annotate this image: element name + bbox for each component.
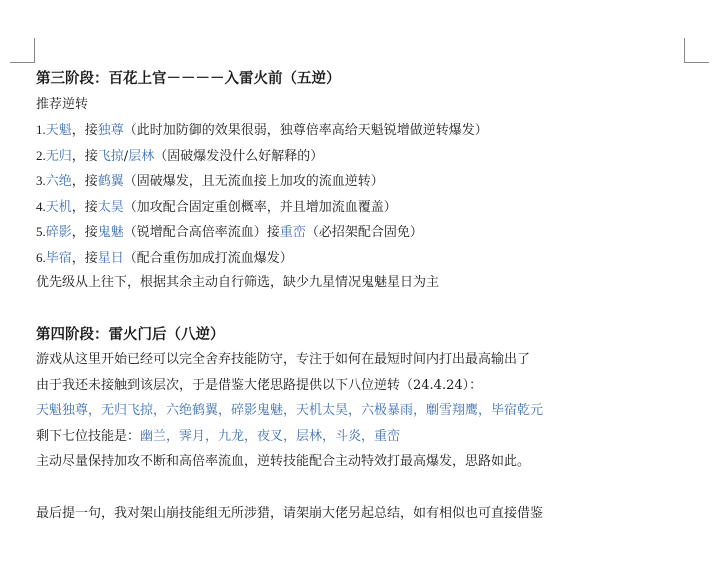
list-item: 4.天机，接太昊（加攻配合固定重创概率，并且增加流血覆盖） bbox=[36, 198, 397, 215]
stage3-subtitle: 推荐逆转 bbox=[36, 96, 89, 112]
stage4-paragraph-5: 主动尽量保持加攻不断和高倍率流血，逆转技能配合主动特效打最高爆发，思路如此。 bbox=[36, 454, 531, 469]
list-item: 2.无归，接飞掠/层林（固破爆发没什么好解释的） bbox=[36, 147, 324, 164]
spacer bbox=[36, 296, 706, 322]
stage3-footer: 优先级从上往下，根据其余主动自行筛选，缺少九星情况鬼魅星日为主 bbox=[36, 275, 440, 290]
stage4-paragraph-2: 由于我还未接触到该层次，于是借鉴大佬思路提供以下八位逆转（24.4.24）： bbox=[36, 377, 483, 393]
margin-mark-top-left bbox=[10, 38, 35, 63]
stage4-skill-list: 天魁独尊，无归飞掠，六绝鹤翼，碎影鬼魅，天机太昊，六极暴雨，劘雪翔鹰，毕宿乾元 bbox=[36, 403, 544, 418]
stage4-heading: 第四阶段：雷火门后（八逆） bbox=[36, 325, 225, 343]
spacer bbox=[36, 475, 706, 501]
list-item: 6.毕宿，接星日（配合重伤加成打流血爆发） bbox=[36, 249, 293, 266]
list-item: 5.碎影，接鬼魅（锐增配合高倍率流血）接重峦（必招架配合固免） bbox=[36, 224, 423, 240]
stage4-remaining-skills: 剩下七位技能是：幽兰，霁月，九龙，夜叉，层林，斗炎，重峦 bbox=[36, 428, 401, 444]
document-body bbox=[36, 66, 706, 526]
stage4-paragraph-1: 游戏从这里开始已经可以完全舍弃技能防守，专注于如何在最短时间内打出最高输出了 bbox=[36, 352, 531, 367]
margin-mark-top-right bbox=[684, 38, 709, 63]
list-item: 1.天魁，接独尊（此时加防御的效果很弱，独尊倍率高给天魁锐增做逆转爆发） bbox=[36, 122, 488, 138]
list-item: 3.六绝，接鹤翼（固破爆发，且无流血接上加攻的流血逆转） bbox=[36, 173, 384, 189]
closing-note: 最后提一句，我对架山崩技能组无所涉猎，请架崩大佬另起总结，如有相似也可直接借鉴 bbox=[36, 505, 544, 521]
stage3-heading: 第三阶段：百花上官－－－－入雷火前（五逆） bbox=[36, 70, 341, 87]
stage3-list bbox=[36, 117, 706, 270]
